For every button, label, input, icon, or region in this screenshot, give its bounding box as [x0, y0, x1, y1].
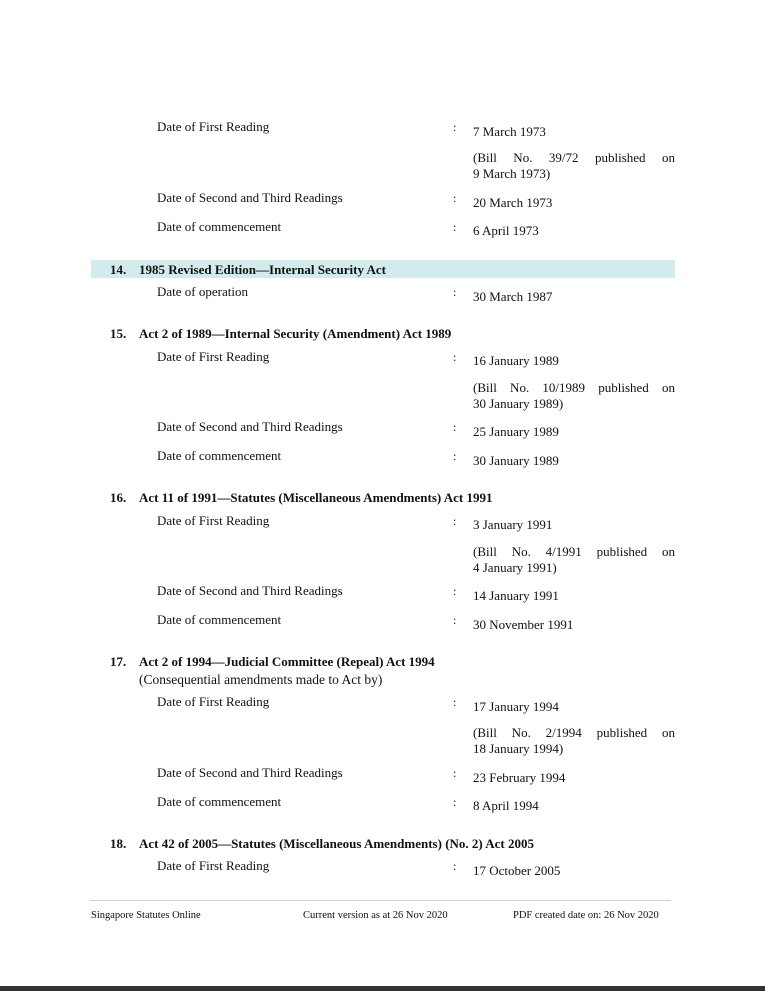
- second-third-reading-date: 14 January 1991: [473, 588, 559, 603]
- commencement-date: 30 November 1991: [473, 617, 574, 632]
- second-third-reading-label: Date of Second and Third Readings: [157, 583, 343, 598]
- bill-note: [473, 725, 675, 757]
- footer-source: Singapore Statutes Online: [91, 910, 201, 921]
- commencement-date: 30 January 1989: [473, 453, 559, 468]
- footer-pdf-created: PDF created date on: 26 Nov 2020: [513, 910, 659, 921]
- commencement-label: Date of commencement: [157, 219, 282, 234]
- commencement-date: 6 April 1973: [473, 223, 539, 238]
- second-third-reading-label: Date of Second and Third Readings: [157, 765, 343, 780]
- entry-number: 18.: [110, 836, 127, 851]
- colon: :: [453, 191, 457, 205]
- second-third-reading-date: 23 February 1994: [473, 770, 566, 785]
- bill-note-line-1: (Bill No. 2/1994 published on: [473, 725, 675, 740]
- bill-note-line-1: (Bill No. 10/1989 published on: [473, 380, 675, 395]
- colon: :: [453, 449, 457, 463]
- entry-title: 1985 Revised Edition—Internal Security Act: [139, 262, 386, 277]
- first-reading-date: 7 March 1973: [473, 124, 546, 139]
- colon: :: [453, 120, 457, 134]
- entry-title: Act 11 of 1991—Statutes (Miscellaneous Amendments) Act 1991: [139, 490, 493, 505]
- colon: :: [453, 584, 457, 598]
- first-reading-label: Date of First Reading: [157, 513, 270, 528]
- first-reading-label: Date of First Reading: [157, 119, 270, 134]
- colon: :: [453, 859, 457, 873]
- operation-label: Date of operation: [157, 284, 248, 299]
- entry-number: 17.: [110, 654, 127, 669]
- colon: :: [453, 514, 457, 528]
- entry-title: Act 2 of 1989—Internal Security (Amendment) Act 1989: [139, 326, 452, 341]
- colon: :: [453, 766, 457, 780]
- bill-note: [473, 380, 675, 412]
- commencement-date: 8 April 1994: [473, 798, 539, 813]
- first-reading-date: 16 January 1989: [473, 353, 559, 368]
- bill-note-line-2: 4 January 1991): [473, 560, 557, 575]
- first-reading-date: 17 January 1994: [473, 699, 559, 714]
- bill-note-line-2: 30 January 1989): [473, 396, 564, 411]
- colon: :: [453, 695, 457, 709]
- bill-note-line-1: (Bill No. 4/1991 published on: [473, 544, 675, 559]
- viewer-bottom-bar: [0, 986, 765, 991]
- bill-note-line-2: 18 January 1994): [473, 741, 564, 756]
- entry-number: 16.: [110, 490, 127, 505]
- entry-number: 15.: [110, 326, 127, 341]
- footer-divider: [90, 900, 671, 901]
- first-reading-label: Date of First Reading: [157, 694, 270, 709]
- entry-number: 14.: [110, 262, 127, 277]
- colon: :: [453, 285, 457, 299]
- second-third-reading-date: 25 January 1989: [473, 424, 559, 439]
- second-third-reading-label: Date of Second and Third Readings: [157, 190, 343, 205]
- second-third-reading-label: Date of Second and Third Readings: [157, 419, 343, 434]
- first-reading-date: 17 October 2005: [473, 863, 561, 878]
- first-reading-label: Date of First Reading: [157, 858, 270, 873]
- colon: :: [453, 220, 457, 234]
- colon: :: [453, 420, 457, 434]
- colon: :: [453, 613, 457, 627]
- first-reading-date: 3 January 1991: [473, 517, 553, 532]
- entry-title: Act 42 of 2005—Statutes (Miscellaneous Amendments) (No. 2) Act 2005: [139, 836, 535, 851]
- commencement-label: Date of commencement: [157, 612, 282, 627]
- bill-note-line-1: (Bill No. 39/72 published on: [473, 150, 675, 165]
- operation-date: 30 March 1987: [473, 289, 553, 304]
- first-reading-label: Date of First Reading: [157, 349, 270, 364]
- commencement-label: Date of commencement: [157, 448, 282, 463]
- bill-note-line-2: 9 March 1973): [473, 166, 551, 181]
- footer-current-version: Current version as at 26 Nov 2020: [303, 910, 448, 921]
- bill-note: [473, 544, 675, 576]
- bill-note: [473, 150, 675, 182]
- entry-title: Act 2 of 1994—Judicial Committee (Repeal) Act 1994: [139, 654, 435, 669]
- colon: :: [453, 350, 457, 364]
- colon: :: [453, 795, 457, 809]
- second-third-reading-date: 20 March 1973: [473, 195, 553, 210]
- commencement-label: Date of commencement: [157, 794, 282, 809]
- entry-subtitle: (Consequential amendments made to Act by): [139, 672, 383, 687]
